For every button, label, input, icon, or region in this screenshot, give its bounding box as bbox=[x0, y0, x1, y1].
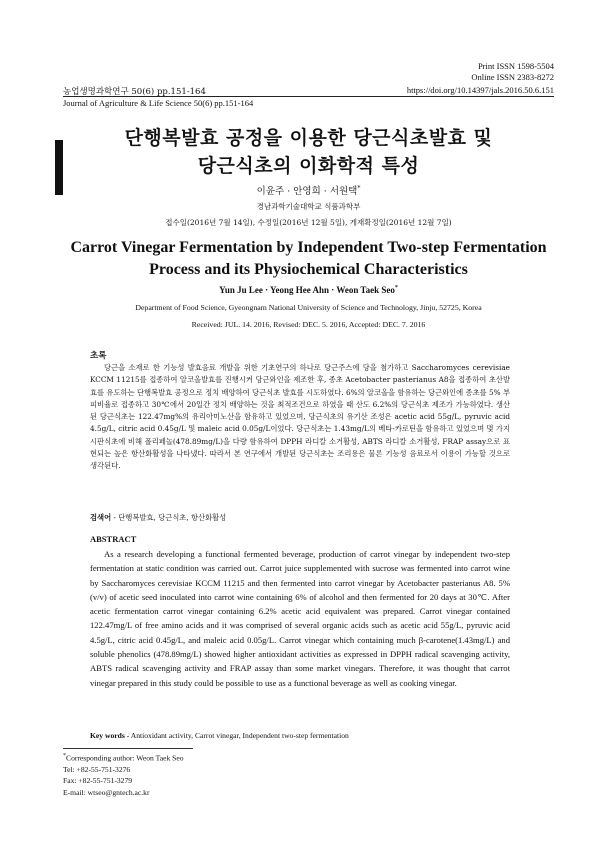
title-en-line1: Carrot Vinegar Fermentation by Independent Two-step Fermentation bbox=[70, 239, 547, 256]
authors-ko-names: 이윤주 · 안영희 · 서원택 bbox=[256, 186, 358, 197]
keywords-ko-label: 검색어 bbox=[90, 513, 112, 522]
title-ko bbox=[63, 124, 554, 180]
abstract-en-heading: ABSTRACT bbox=[90, 534, 137, 544]
title-en bbox=[63, 237, 554, 281]
authors-ko-mark: * bbox=[357, 184, 361, 192]
online-issn: Online ISSN 2383-8272 bbox=[471, 72, 554, 82]
journal-citation-ko: 농업생명과학연구 50(6) pp.151-164 bbox=[63, 87, 206, 97]
keywords-ko-list: - 단행복발효, 당근식초, 항산화활성 bbox=[111, 513, 227, 522]
keywords-en-label: Key words bbox=[90, 731, 125, 740]
authors-en bbox=[63, 285, 554, 295]
print-issn: Print ISSN 1598-5504 bbox=[477, 61, 554, 71]
abstract-en: As a research developing a functional fermented beverage, production of carrot vinegar by independent two-step fermentation at static condition was carried out. Carrot juice supplemented with sucrose was fermented into carrot wine by Saccharomyces cerevisiae KCCM 11215 and then fermented into carrot vinegar by Acetobacter pasterianus A8. 5%(v/v) of acetic seed inoculated into carrot wine containing 6% of alcohol and then fermented for 20 days at 30℃. After acetic fermentation carrot vinegar containing 6.2% acetic acid equivalent was prepared. Carrot vinegar contained 122.47mg/L of free amino acids and it was comprised of several organic acids such as acetic acid 55g/L, pyruvic acid 4.5g/L, citric acid 0.45g/L, and maleic acid 0.05g/L. Carrot vinegar which containing much β-carotene(1.43mg/L) and soluble phenolics (478.89mg/L) showed higher antioxidant activities as expressed in DPPH radical scavenging activity, ABTS radical scavenging activity and FRAP assay than some market vinegars. Therefore, it was thought that carrot vinegar prepared in this study could be possible to use as a functional beverage as well as cooking vinegar. bbox=[90, 549, 510, 688]
keywords-en-list: - Antioxidant activity, Carrot vinegar, Independent two-step fermentation bbox=[124, 731, 349, 740]
authors-ko bbox=[63, 183, 554, 197]
dates-ko: 접수일(2016년 7월 14일), 수정일(2016년 12월 5일), 게재확정일(2016년 12월 7일) bbox=[165, 218, 452, 227]
footnote bbox=[63, 751, 184, 798]
keywords-en bbox=[90, 731, 349, 740]
dates-en: Received: JUL. 14. 2016, Revised: DEC. 5. 2016, Accepted: DEC. 7. 2016 bbox=[191, 320, 426, 329]
title-ko-line1: 단행복발효 공정을 이용한 당근식초발효 및 bbox=[124, 127, 493, 149]
authors-en-names: Yun Ju Lee · Yeong Hee Ahn · Weon Taek Seo bbox=[219, 285, 395, 295]
doi-link[interactable]: https://doi.org/10.14397/jals.2016.50.6.151 bbox=[406, 85, 554, 95]
footnote-fax: Fax: +82-55-751-3279 bbox=[63, 776, 133, 786]
corresponding-author: Corresponding author: Weon Taek Seo bbox=[66, 753, 184, 763]
abstract-ko: 당근을 소재로 한 기능성 발효음료 개발을 위한 기초연구의 하나로 당근주스에 당을 첨가하고 Saccharomyces cerevisiae KCCM 11215를 접종하여 알코올발효를 진행시켜 당근와인을 제조한 후, 종초 Acetobacter pasterianus A8을 접종하여 초산발효를 유도하는 단행복발효 공정으로 정치 배양하여 당근식초 발효를 시도하였다. 6%의 알코올을 함유하는 당근와인에 종초를 5% 부피비율로 접종하고 30℃에서 20일간 정치 배양하는 것을 최적조건으로 하였을 때 산도 6.2%의 당근식초 제조가 가능하였다. 생산된 당근식초는 122.47mg%의 유리아미노산을 함유하고 있었으며, 당근식초의 유기산 조성은 acetic acid 55g/L, pyruvic acid 4.5g/L, citric acid 0.45g/L 및 maleic acid 0.05g/L이었다. 당근식초는 1.43mg/L의 베타-카로틴을 함유하고 있었으며 몇 가지 시판식초에 비해 폴리페놀(478.89mg/L)을 다량 함유하여 DPPH 라디칼 소거활성, ABTS 라디칼 소거활성, FRAP assay으로 표현되는 높은 항산화활성을 나타냈다. 따라서 본 연구에서 개발된 당근식초는 조리용은 물론 기능성 음료로서 이용이 가능할 것으로 생각된다. bbox=[90, 363, 510, 471]
footnote-corresponding bbox=[63, 751, 184, 764]
header-rule bbox=[63, 96, 554, 97]
keywords-ko bbox=[90, 513, 226, 523]
footnote-rule bbox=[63, 748, 193, 749]
issn-block bbox=[471, 61, 554, 83]
footnote-mark: * bbox=[63, 753, 66, 759]
title-ko-line2: 당근식초의 이화학적 특성 bbox=[197, 155, 420, 177]
footnote-email[interactable]: E-mail: wtseo@gntech.ac.kr bbox=[63, 787, 150, 797]
footnote-tel: Tel: +82-55-751-3276 bbox=[63, 764, 131, 774]
journal-citation-en: Journal of Agriculture & Life Science 50(6) pp.151-164 bbox=[63, 98, 254, 108]
abstract-ko-heading: 초록 bbox=[90, 351, 107, 361]
authors-en-mark: * bbox=[394, 285, 398, 291]
title-accent-bar bbox=[55, 140, 63, 195]
affiliation-en: Department of Food Science, Gyeongnam National University of Science and Technology, Jinju, 52725, Korea bbox=[135, 303, 482, 312]
affiliation-ko: 경남과학기술대학교 식품과학부 bbox=[256, 202, 361, 211]
title-en-line2: Process and its Physiochemical Characteristics bbox=[149, 261, 468, 278]
